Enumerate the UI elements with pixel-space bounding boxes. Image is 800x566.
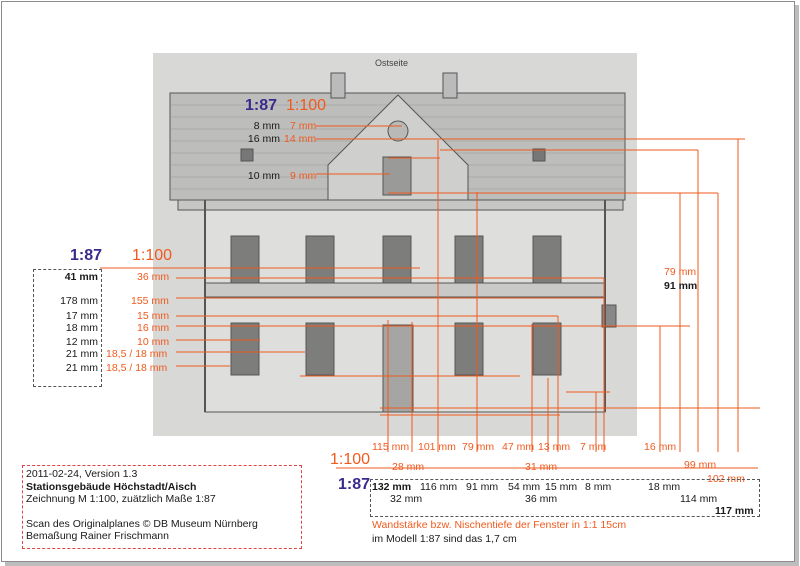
info-version: 2011-02-24, Version 1.3 — [26, 468, 138, 480]
bottom-r2-3: 99 mm — [684, 459, 717, 471]
bottom-r1-1: 115 mm — [372, 441, 410, 453]
bottom-r2-2: 31 mm — [525, 461, 558, 473]
bottom-r3-7: 18 mm — [648, 481, 681, 493]
drawing-caption: Ostseite — [375, 58, 409, 68]
left-row-6-b: 18,5 / 18 mm — [106, 348, 168, 360]
info-scale: Zeichnung M 1:100, zuätzlich Maße 1:87 — [26, 493, 216, 505]
bottom-r4-1: 32 mm — [390, 493, 423, 505]
bottom-r3-6: 8 mm — [585, 481, 612, 493]
bottom-r2-1: 28 mm — [392, 461, 425, 473]
bottom-r1-5: 13 mm — [538, 441, 571, 453]
bottom-r3-4: 54 mm — [508, 481, 541, 493]
bottom-r3-3: 91 mm — [466, 481, 499, 493]
left-row-1-a: 41 mm — [64, 271, 98, 283]
left-row-4-b: 16 mm — [137, 322, 170, 334]
left-row-7-a: 21 mm — [65, 362, 98, 374]
bottom-r1-2: 101 mm — [418, 441, 456, 453]
right-measure-b: 79 mm — [664, 266, 697, 278]
left-row-2-a: 178 mm — [60, 295, 98, 307]
right-measure-a: 91 mm — [664, 280, 698, 292]
roof-row-2-a: 16 mm — [247, 133, 280, 145]
left-row-5-b: 10 mm — [137, 336, 170, 348]
roof-row-2-b: 14 mm — [284, 133, 317, 145]
bottom-scale-100: 1:100 — [330, 451, 371, 468]
left-row-6-a: 21 mm — [65, 348, 98, 360]
info-author: Bemaßung Rainer Frischmann — [26, 530, 169, 542]
info-copyright: Scan des Originalplanes © DB Museum Nürnberg — [26, 517, 258, 530]
left-row-7-b: 18,5 / 18 mm — [106, 362, 168, 374]
bottom-r5: 117 mm — [715, 505, 754, 517]
left-row-2-b: 155 mm — [131, 295, 169, 307]
left-scale-100: 1:100 — [132, 247, 173, 264]
roof-row-1-a: 8 mm — [253, 120, 280, 132]
info-title: Stationsgebäude Höchstadt/Aisch — [26, 480, 197, 493]
bottom-r3-5: 15 mm — [545, 481, 578, 493]
roof-row-3-a: 10 mm — [247, 170, 280, 182]
bottom-r1-3: 79 mm — [462, 441, 495, 453]
bottom-r1-7: 16 mm — [644, 441, 677, 453]
wall-thickness-note: Wandstärke bzw. Nischentiefe der Fenster in 1:1 15cm — [372, 519, 627, 531]
bottom-r3-1: 132 mm — [372, 481, 412, 493]
left-row-4-a: 18 mm — [65, 322, 98, 334]
roof-scale-100: 1:100 — [286, 97, 327, 114]
bottom-r4-3: 114 mm — [680, 493, 718, 505]
roof-row-1-b: 7 mm — [290, 120, 317, 132]
left-row-3-a: 17 mm — [65, 310, 98, 322]
bottom-r4-2: 36 mm — [525, 493, 558, 505]
info-spacer — [26, 506, 301, 518]
bottom-r3-2: 116 mm — [420, 481, 458, 493]
bottom-r1-4: 47 mm — [502, 441, 535, 453]
roof-row-3-b: 9 mm — [290, 170, 317, 182]
title-info-box — [22, 465, 302, 549]
model-thickness-note: im Modell 1:87 sind das 1,7 cm — [372, 533, 517, 545]
roof-scale-187: 1:87 — [245, 97, 278, 114]
bottom-r1-6: 7 mm — [580, 441, 607, 453]
bottom-r2-4: 102 mm — [707, 473, 745, 485]
left-row-5-a: 12 mm — [65, 336, 98, 348]
left-row-3-b: 15 mm — [137, 310, 170, 322]
left-scale-187: 1:87 — [70, 247, 103, 264]
left-row-1-b: 36 mm — [137, 271, 170, 283]
bottom-scale-187: 1:87 — [338, 476, 371, 493]
